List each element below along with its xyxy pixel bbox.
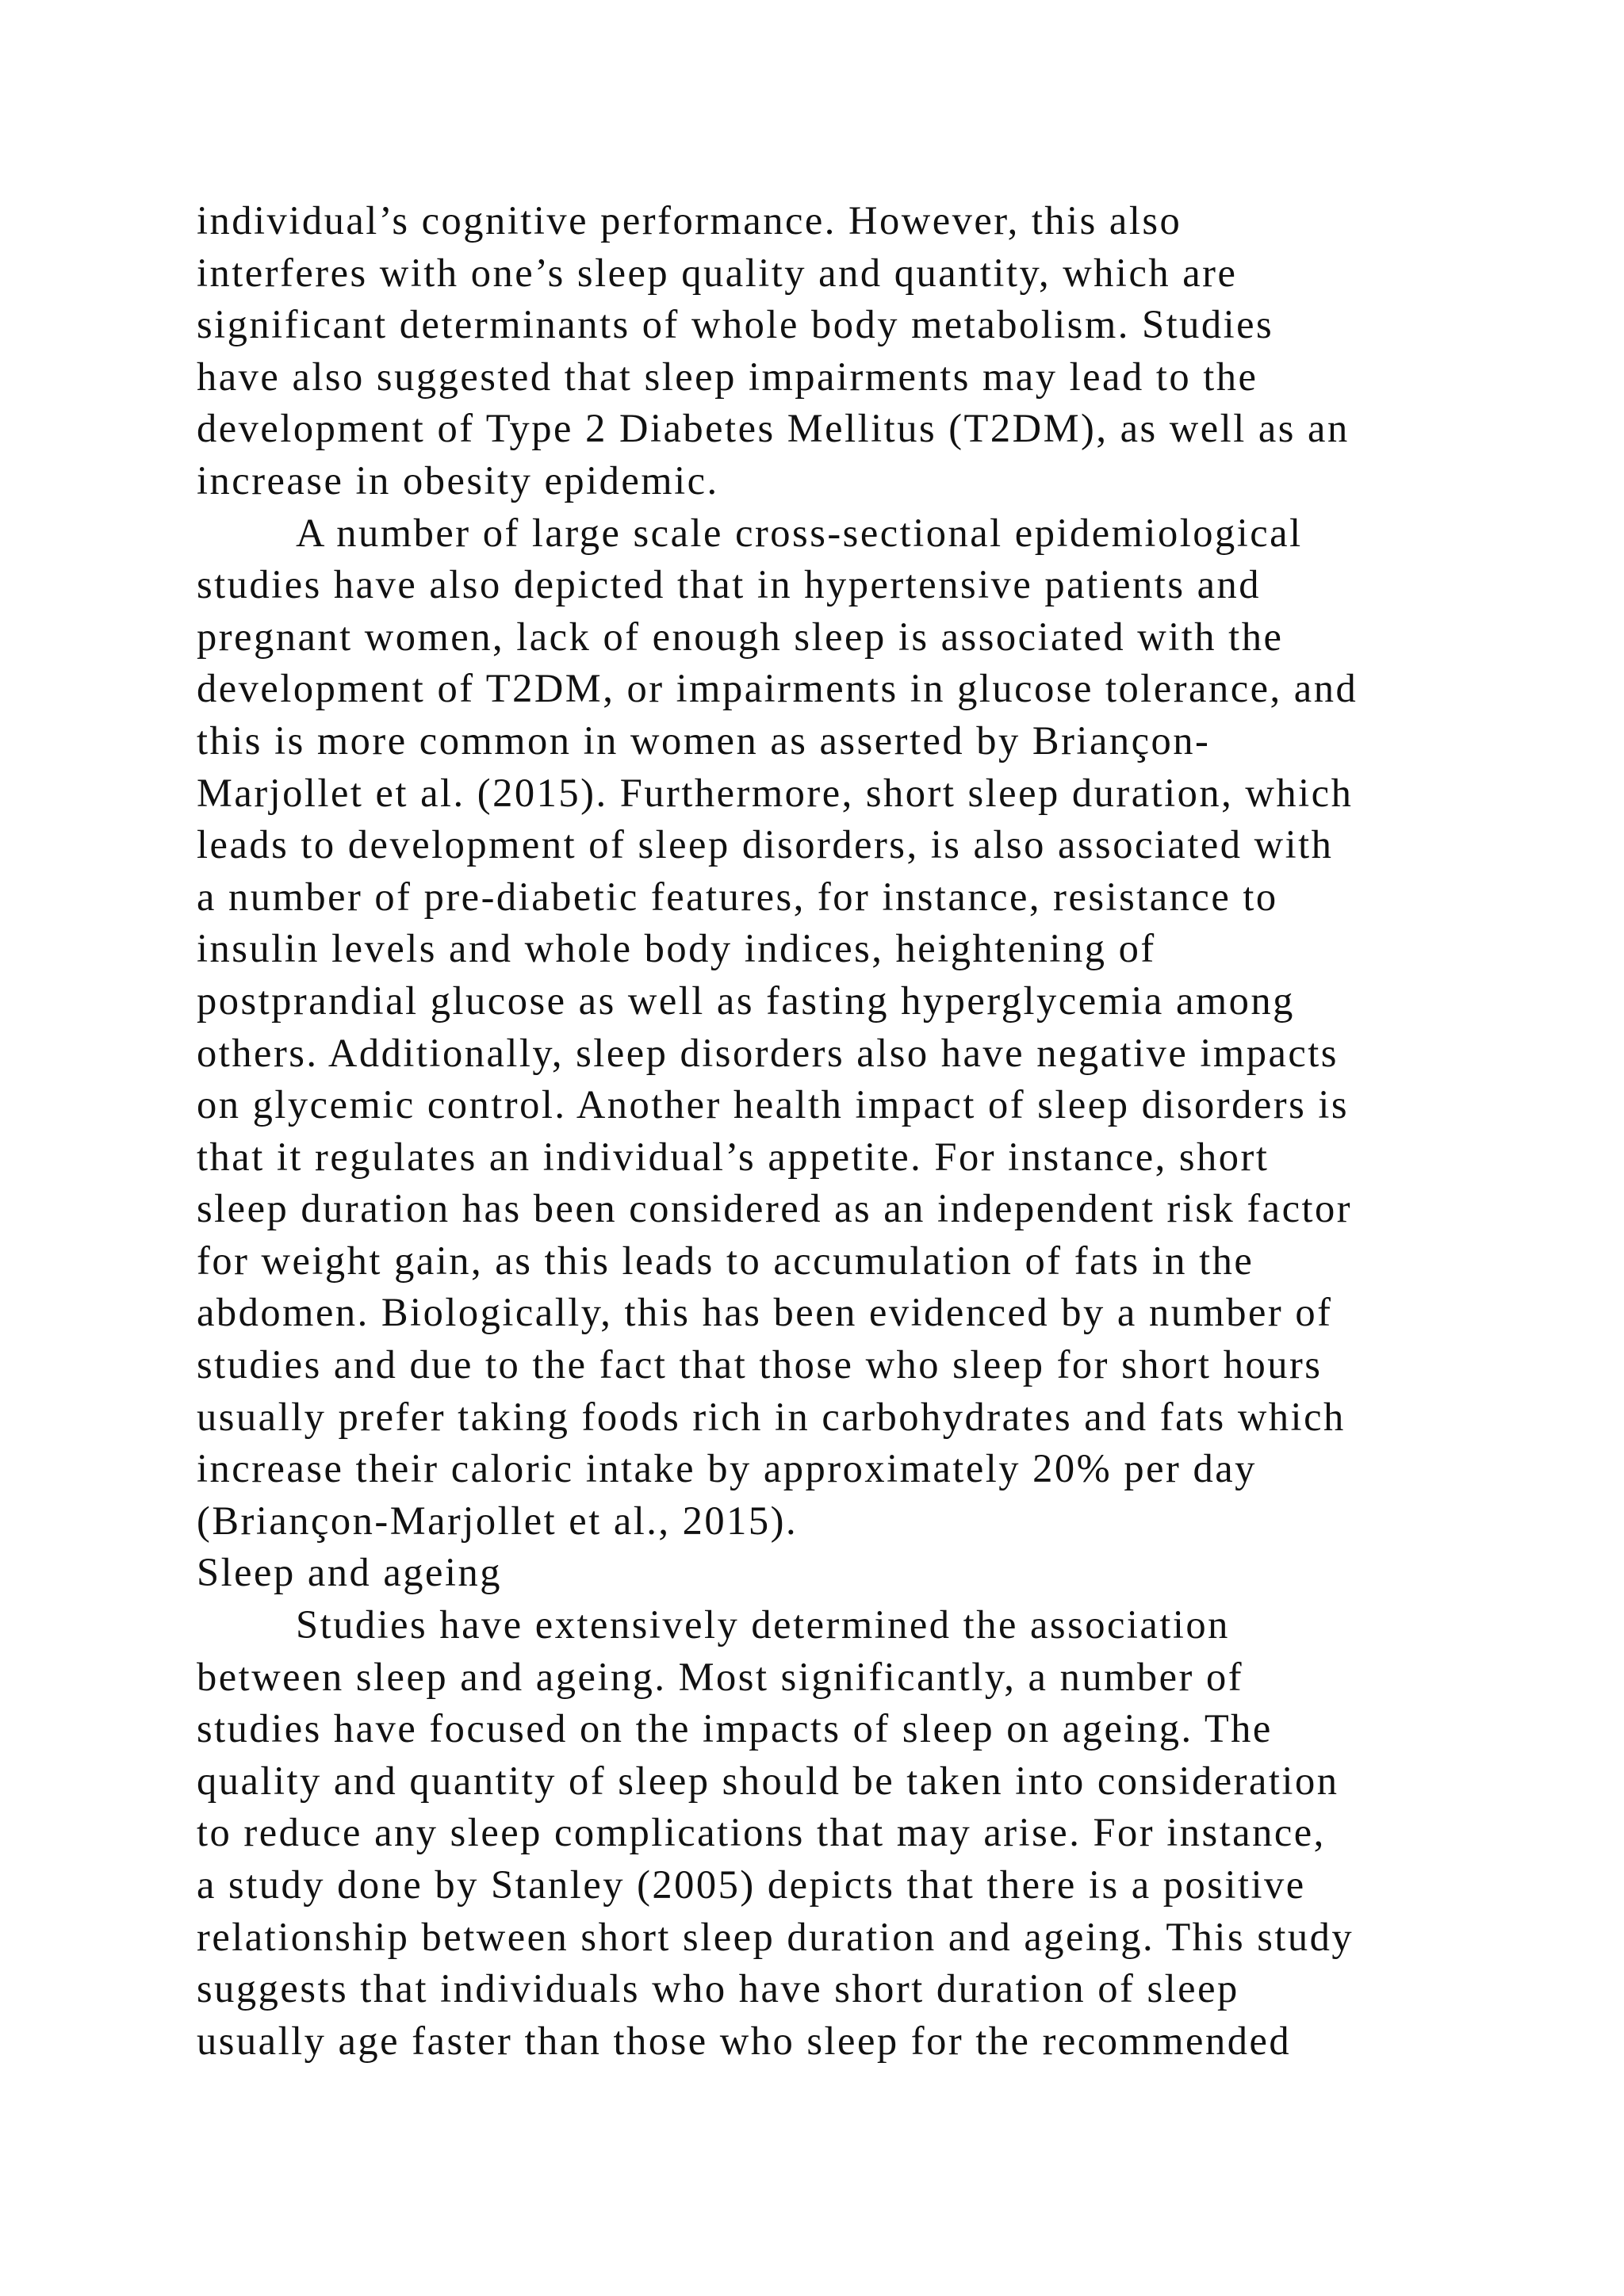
text-line: usually prefer taking foods rich in carbohydrates and fats which xyxy=(197,1394,1346,1439)
text-line: increase their caloric intake by approximately 20% per day xyxy=(197,1446,1257,1491)
text-line: a number of pre-diabetic features, for instance, resistance to xyxy=(197,874,1278,919)
text-line: on glycemic control. Another health impact of sleep disorders is xyxy=(197,1082,1350,1127)
text-line: sleep duration has been considered as an independent risk factor xyxy=(197,1186,1353,1231)
text-line: studies and due to the fact that those who sleep for short hours xyxy=(197,1342,1323,1387)
text-line: this is more common in women as asserted by Briançon- xyxy=(197,718,1211,763)
text-line: development of T2DM, or impairments in glucose tolerance, and xyxy=(197,666,1358,711)
text-line: leads to development of sleep disorders, is also associated with xyxy=(197,822,1334,867)
document-page xyxy=(197,195,1497,2067)
text-line: A number of large scale cross-sectional epidemiological xyxy=(296,510,1303,555)
text-line: for weight gain, as this leads to accumulation of fats in the xyxy=(197,1238,1254,1283)
text-line: (Briançon-Marjollet et al., 2015). xyxy=(197,1498,799,1543)
text-line: quality and quantity of sleep should be taken into consideration xyxy=(197,1758,1339,1803)
text-line: interferes with one’s sleep quality and quantity, which are xyxy=(197,250,1238,295)
text-line: pregnant women, lack of enough sleep is associated with the xyxy=(197,614,1284,659)
text-line: others. Additionally, sleep disorders also have negative impacts xyxy=(197,1030,1339,1075)
text-line: increase in obesity epidemic. xyxy=(197,457,719,503)
text-line: to reduce any sleep complications that may arise. For instance, xyxy=(197,1810,1326,1855)
text-line: abdomen. Biologically, this has been evidenced by a number of xyxy=(197,1290,1333,1335)
text-line: insulin levels and whole body indices, heightening of xyxy=(197,926,1156,971)
text-line: postprandial glucose as well as fasting hyperglycemia among xyxy=(197,978,1295,1023)
text-line: Studies have extensively determined the association xyxy=(296,1602,1230,1647)
text-line: relationship between short sleep duration and ageing. This study xyxy=(197,1914,1354,1959)
text-line: significant determinants of whole body metabolism. Studies xyxy=(197,302,1274,347)
section-heading: Sleep and ageing xyxy=(197,1550,502,1595)
text-line: studies have focused on the impacts of sleep on ageing. The xyxy=(197,1706,1273,1751)
text-line: a study done by Stanley (2005) depicts that there is a positive xyxy=(197,1862,1306,1907)
text-line: Marjollet et al. (2015). Furthermore, short sleep duration, which xyxy=(197,770,1354,815)
text-line: between sleep and ageing. Most significantly, a number of xyxy=(197,1654,1244,1699)
text-line: studies have also depicted that in hypertensive patients and xyxy=(197,562,1262,607)
text-line: usually age faster than those who sleep for the recommended xyxy=(197,2018,1292,2063)
body-text xyxy=(197,195,1497,2067)
text-line: that it regulates an individual’s appetite. For instance, short xyxy=(197,1134,1270,1179)
text-line: suggests that individuals who have short duration of sleep xyxy=(197,1966,1239,2011)
text-line: have also suggested that sleep impairments may lead to the xyxy=(197,354,1258,399)
text-line: individual’s cognitive performance. However, this also xyxy=(197,198,1182,243)
text-line: development of Type 2 Diabetes Mellitus (T2DM), as well as an xyxy=(197,406,1350,451)
